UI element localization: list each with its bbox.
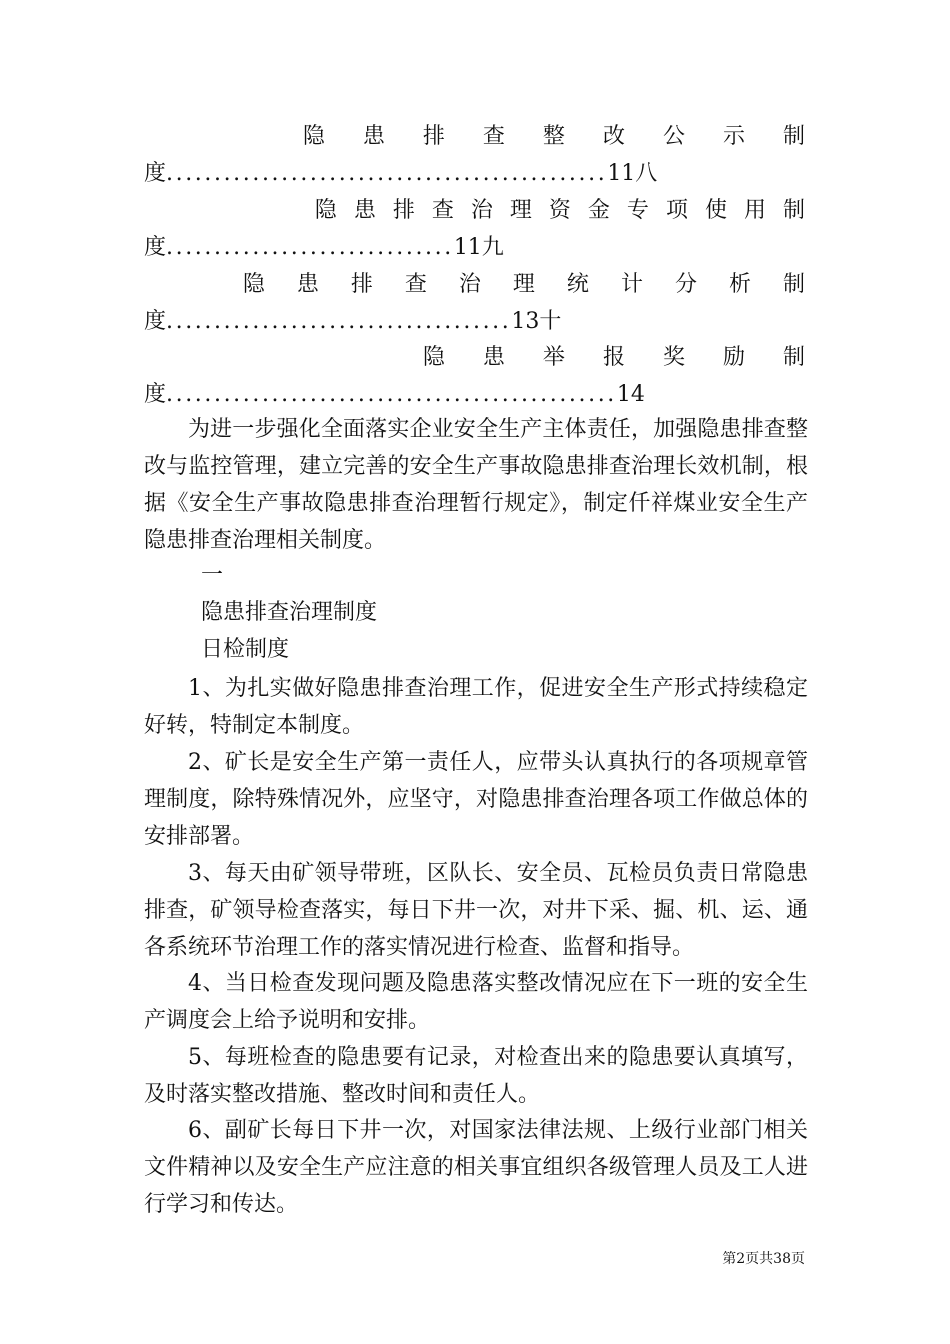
toc-entry-2-dots: ..............................: [166, 235, 454, 260]
toc-title-char: 治: [470, 198, 493, 223]
list-item: 1、为扎实做好隐患排查治理工作，促进安全生产形式持续稳定好转，特制定本制度。: [144, 676, 808, 738]
toc-title-char: 查: [431, 198, 454, 223]
toc-title-char: 专: [626, 198, 649, 223]
section-number: 一: [201, 563, 224, 588]
toc-entry-4-line: [144, 380, 645, 410]
list-item: 3、每天由矿领导带班，区队长、安全员、瓦检员负责日常隐患排查，矿领导检查落实，每日下井一次，对井下采、掘、机、运、通各系统环节治理工作的落实情况进行检查、监督和指导。: [144, 861, 808, 960]
toc-title-char: 公: [662, 124, 685, 149]
list-item: 4、当日检查发现问题及隐患落实整改情况应在下一班的安全生产调度会上给予说明和安排。: [144, 971, 808, 1033]
toc-entry-4-dots: ...............................................: [166, 382, 617, 407]
toc-title-char: 报: [602, 345, 625, 370]
toc-title-char: 患: [353, 198, 376, 223]
toc-entry-3-dots: ....................................: [166, 309, 512, 334]
toc-title-char: 制: [782, 345, 805, 370]
toc-title-char: 患: [482, 345, 505, 370]
toc-title-char: 奖: [662, 345, 685, 370]
toc-title-char: 排: [392, 198, 415, 223]
toc-entry-3-title: [0, 270, 805, 300]
toc-title-char: 患: [296, 272, 319, 297]
toc-title-char: 隐: [314, 198, 337, 223]
subsection-title: 日检制度: [201, 637, 290, 662]
toc-title-char: 制: [782, 272, 805, 297]
toc-title-char: 理: [509, 198, 532, 223]
toc-entry-3-tail: 度: [144, 309, 167, 334]
toc-entry-4-title: [0, 343, 805, 373]
toc-entry-2-tail: 度: [144, 235, 167, 260]
toc-title-char: 分: [674, 272, 697, 297]
toc-title-char: 排: [350, 272, 373, 297]
toc-entry-1-tail: 度: [144, 161, 167, 186]
toc-title-char: 查: [404, 272, 427, 297]
toc-title-char: 用: [743, 198, 766, 223]
toc-title-char: 资: [548, 198, 571, 223]
toc-entry-2-title: [0, 196, 805, 226]
toc-title-char: 查: [482, 124, 505, 149]
toc-title-char: 统: [566, 272, 589, 297]
toc-title-char: 励: [722, 345, 745, 370]
intro-paragraph: 为进一步强化全面落实企业安全生产主体责任，加强隐患排查整改与监控管理，建立完善的安全生产事故隐患排查治理长效机制，根据《安全生产事故隐患排查治理暂行规定》，制定仟祥煤业安全生产隐患排查治理相关制度。: [144, 417, 808, 553]
toc-title-char: 项: [665, 198, 688, 223]
toc-entry-3-page: 13十: [511, 309, 562, 334]
toc-title-char: 举: [542, 345, 565, 370]
toc-title-char: 排: [422, 124, 445, 149]
toc-title-char: 治: [458, 272, 481, 297]
section-title: 隐患排查治理制度: [201, 600, 378, 625]
toc-title-char: 隐: [302, 124, 325, 149]
list-item: 6、副矿长每日下井一次，对国家法律法规、上级行业部门相关文件精神以及安全生产应注意的相关事宜组织各级管理人员及工人进行学习和传达。: [144, 1118, 808, 1217]
toc-title-char: 金: [587, 198, 610, 223]
toc-entry-1-line: [144, 159, 657, 189]
toc-entry-1-title: [0, 122, 805, 152]
toc-title-char: 整: [542, 124, 565, 149]
toc-entry-1-dots: ..............................................: [166, 161, 608, 186]
toc-title-char: 制: [782, 198, 805, 223]
toc-entry-4-tail: 度: [144, 382, 167, 407]
toc-entry-1-page: 11八: [607, 161, 658, 186]
page-footer: 第2页共38页: [722, 1251, 805, 1267]
toc-title-char: 析: [728, 272, 751, 297]
list-item: 2、矿长是安全生产第一责任人，应带头认真执行的各项规章管理制度，除特殊情况外，应坚守，对隐患排查治理各项工作做总体的安排部署。: [144, 750, 808, 849]
toc-title-char: 使: [704, 198, 727, 223]
toc-title-char: 隐: [242, 272, 265, 297]
toc-title-char: 隐: [422, 345, 445, 370]
toc-entry-2-page: 11九: [453, 235, 504, 260]
toc-title-char: 计: [620, 272, 643, 297]
list-item: 5、每班检查的隐患要有记录，对检查出来的隐患要认真填写，及时落实整改措施、整改时间和责任人。: [144, 1045, 808, 1107]
toc-title-char: 患: [362, 124, 385, 149]
toc-title-char: 制: [782, 124, 805, 149]
toc-title-char: 改: [602, 124, 625, 149]
toc-entry-3-line: [144, 307, 561, 337]
toc-title-char: 示: [722, 124, 745, 149]
toc-entry-2-line: [144, 233, 504, 263]
toc-title-char: 理: [512, 272, 535, 297]
toc-entry-4-page: 14: [616, 382, 645, 407]
